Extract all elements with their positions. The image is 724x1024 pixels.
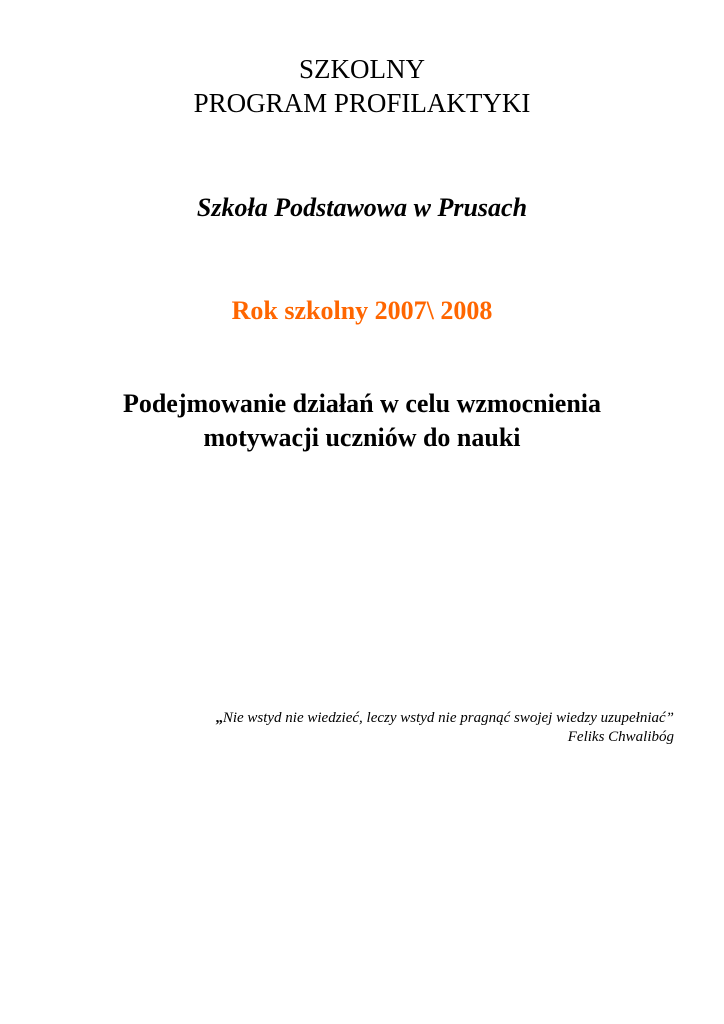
document-title: [0, 52, 724, 120]
title-line-2: PROGRAM PROFILAKTYKI: [193, 88, 531, 118]
program-goal: [0, 387, 724, 455]
quote-author: Feliks Chwalibóg: [567, 729, 674, 745]
school-year: Rok szkolny 2007\ 2008: [231, 296, 493, 325]
motto-quote: [74, 709, 674, 747]
school-name: Szkoła Podstawowa w Prusach: [196, 193, 528, 222]
quote-open-mark: „: [215, 710, 223, 726]
quote-text: Nie wstyd nie wiedzieć, leczy wstyd nie pragnąć swojej wiedzy uzupełniać”: [222, 710, 674, 726]
title-line-1: SZKOLNY: [299, 54, 425, 84]
goal-line-2: motywacji uczniów do nauki: [203, 423, 521, 452]
goal-line-1: Podejmowanie działań w celu wzmocnienia: [122, 389, 602, 418]
quote-text-line: [74, 709, 674, 728]
